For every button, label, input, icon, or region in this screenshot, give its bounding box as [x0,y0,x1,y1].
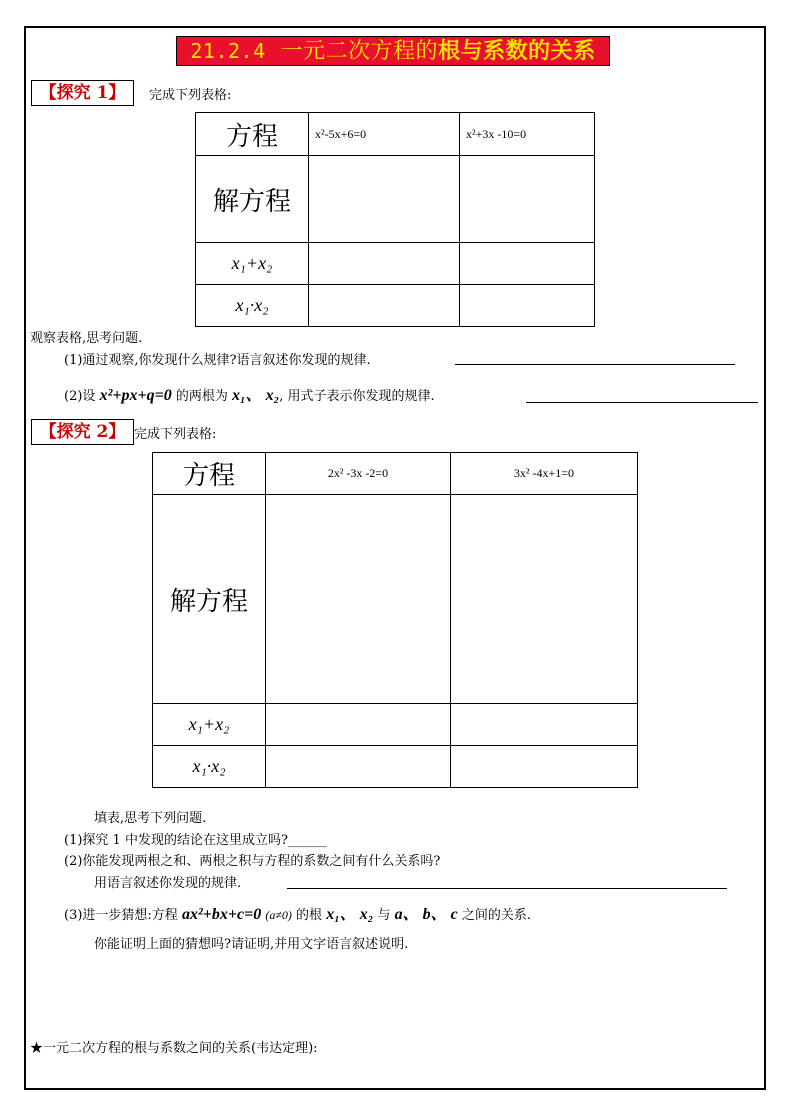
explore2-q3-with: 与 [377,908,391,923]
explore2-header: 方程 [153,453,266,495]
explore1-q2-suffix: , 用式子表示你发现的规律. [279,389,435,404]
explore2-q3-suffix: 之间的关系. [461,908,532,923]
explore2-eq2: 3x² -4x+1=0 [451,453,638,495]
explore1-row-solve: 解方程 [196,156,309,243]
explore2-row-prod: x₁·x₂ [153,746,266,788]
explore1-q2-prefix: (2)设 [64,389,96,404]
explore1-row-prod: x₁·x₂ [196,285,309,327]
explore2-cell-sum1[interactable] [266,704,451,746]
explore1-eq1: x²-5x+6=0 [309,113,460,156]
explore2-q3-mid: 的根 [296,908,323,923]
explore1-q1-answer-line[interactable] [455,364,735,365]
explore1-table [195,112,595,327]
explore1-header: 方程 [196,113,309,156]
explore2-q2: (2)你能发现两根之和、两根之积与方程的系数之间有什么关系吗? [64,854,441,869]
explore1-q1: (1)通过观察,你发现什么规律?语言叙述你发现的规律. [64,353,371,368]
title-part2: 根与系数的关系 [438,38,596,64]
explore2-cell-sum2[interactable] [451,704,638,746]
explore1-eq2: x²+3x -10=0 [460,113,595,156]
explore2-row-sum: x₁+x₂ [153,704,266,746]
explore2-eq1: 2x² -3x -2=0 [266,453,451,495]
explore1-row-sum: x₁+x₂ [196,243,309,285]
vieta-theorem-heading: ★一元二次方程的根与系数之间的关系(韦达定理): [30,1041,318,1056]
explore1-cell-prod1[interactable] [309,285,460,327]
explore2-cell-solve1[interactable] [266,495,451,704]
explore2-q3-equation: ax²+bx+c=0 [181,906,262,923]
explore2-cell-prod2[interactable] [451,746,638,788]
explore2-fill: 填表,思考下列问题. [94,811,207,826]
explore2-row-solve: 解方程 [153,495,266,704]
explore2-q3-coefficients: a、 b、 c [394,906,458,923]
explore1-instruction: 完成下列表格: [149,88,232,103]
explore1-cell-solve1[interactable] [309,156,460,243]
explore2-table [152,452,638,788]
explore1-cell-prod2[interactable] [460,285,595,327]
explore1-observe: 观察表格,思考问题. [30,331,143,346]
explore2-cell-prod1[interactable] [266,746,451,788]
page-title [176,36,610,66]
explore2-q3-prefix: (3)进一步猜想:方程 [64,908,178,923]
title-part1: 一元二次方程的 [280,39,439,64]
explore2-q3-condition: (a≠0) [265,908,292,922]
explore2-q2b: 用语言叙述你发现的规律. [94,876,242,891]
explore2-tag: 【探究 2】 [31,419,134,445]
explore1-q2 [64,387,435,406]
explore1-q2-equation: x²+px+q=0 [99,387,172,404]
explore1-cell-sum1[interactable] [309,243,460,285]
title-number: 21.2.4 [190,39,266,63]
explore2-q1: (1)探究 1 中发现的结论在这里成立吗?______ [64,833,327,848]
explore1-cell-sum2[interactable] [460,243,595,285]
explore1-q2-roots: x₁、 x₂ [232,387,280,404]
explore2-q3 [64,906,531,925]
explore1-q2-answer-line[interactable] [526,402,758,403]
explore2-instruction: 完成下列表格: [134,427,217,442]
explore2-cell-solve2[interactable] [451,495,638,704]
explore2-q4: 你能证明上面的猜想吗?请证明,并用文字语言叙述说明. [94,937,409,952]
explore2-q2-answer-line[interactable] [287,888,727,889]
explore1-tag: 【探究 1】 [31,80,134,106]
explore1-cell-solve2[interactable] [460,156,595,243]
explore1-q2-mid: 的两根为 [175,389,228,404]
explore2-q3-roots: x₁、 x₂ [326,906,374,923]
